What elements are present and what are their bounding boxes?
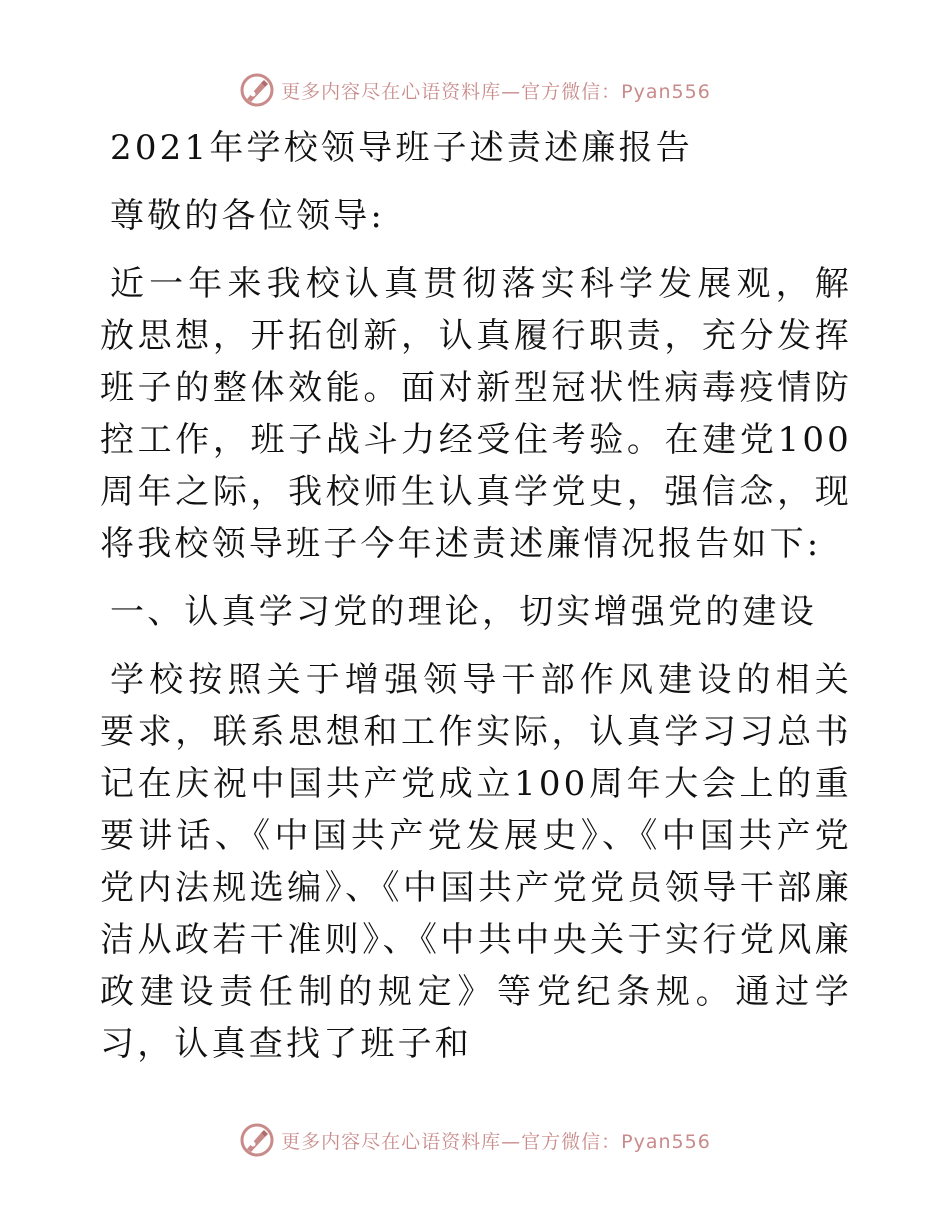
document-title: 2021年学校领导班子述责述廉报告 bbox=[110, 128, 693, 168]
pen-logo-icon bbox=[239, 72, 275, 108]
watermark-footer bbox=[0, 1120, 950, 1160]
paragraph-intro bbox=[100, 258, 852, 570]
watermark-text: 更多内容尽在心语资料库—官方微信：Pyan556 bbox=[281, 1130, 711, 1153]
section-heading-1: 一、认真学习党的理论，切实增强党的建设 bbox=[110, 592, 817, 632]
document-body bbox=[100, 122, 852, 1070]
paragraph-intro-text: 近一年来我校认真贯彻落实科学发展观，解放思想，开拓创新，认真履行职责，充分发挥班子的整体效能。面对新型冠状性病毒疫情防控工作，班子战斗力经受住考验。在建党100周年之际，我校师生认真学党史，强信念，现将我校领导班子今年述责述廉情况报告如下: bbox=[100, 264, 852, 564]
watermark-text: 更多内容尽在心语资料库—官方微信：Pyan556 bbox=[281, 80, 711, 103]
pen-logo-icon bbox=[239, 1122, 275, 1158]
paragraph-study-text: 学校按照关于增强领导干部作风建设的相关要求，联系思想和工作实际，认真学习习总书记在庆祝中国共产党成立100周年大会上的重要讲话、《中国共产党发展史》、《中国共产党党内法规选编》、《中国共产党党员领导干部廉洁从政若干准则》、《中共中央关于实行党风廉政建设责任制的规定》等党纪条规。通过学习，认真查找了班子和 bbox=[100, 660, 852, 1064]
paragraph-study bbox=[100, 654, 852, 1070]
watermark-header bbox=[0, 70, 950, 110]
salutation: 尊敬的各位领导: bbox=[110, 196, 386, 236]
